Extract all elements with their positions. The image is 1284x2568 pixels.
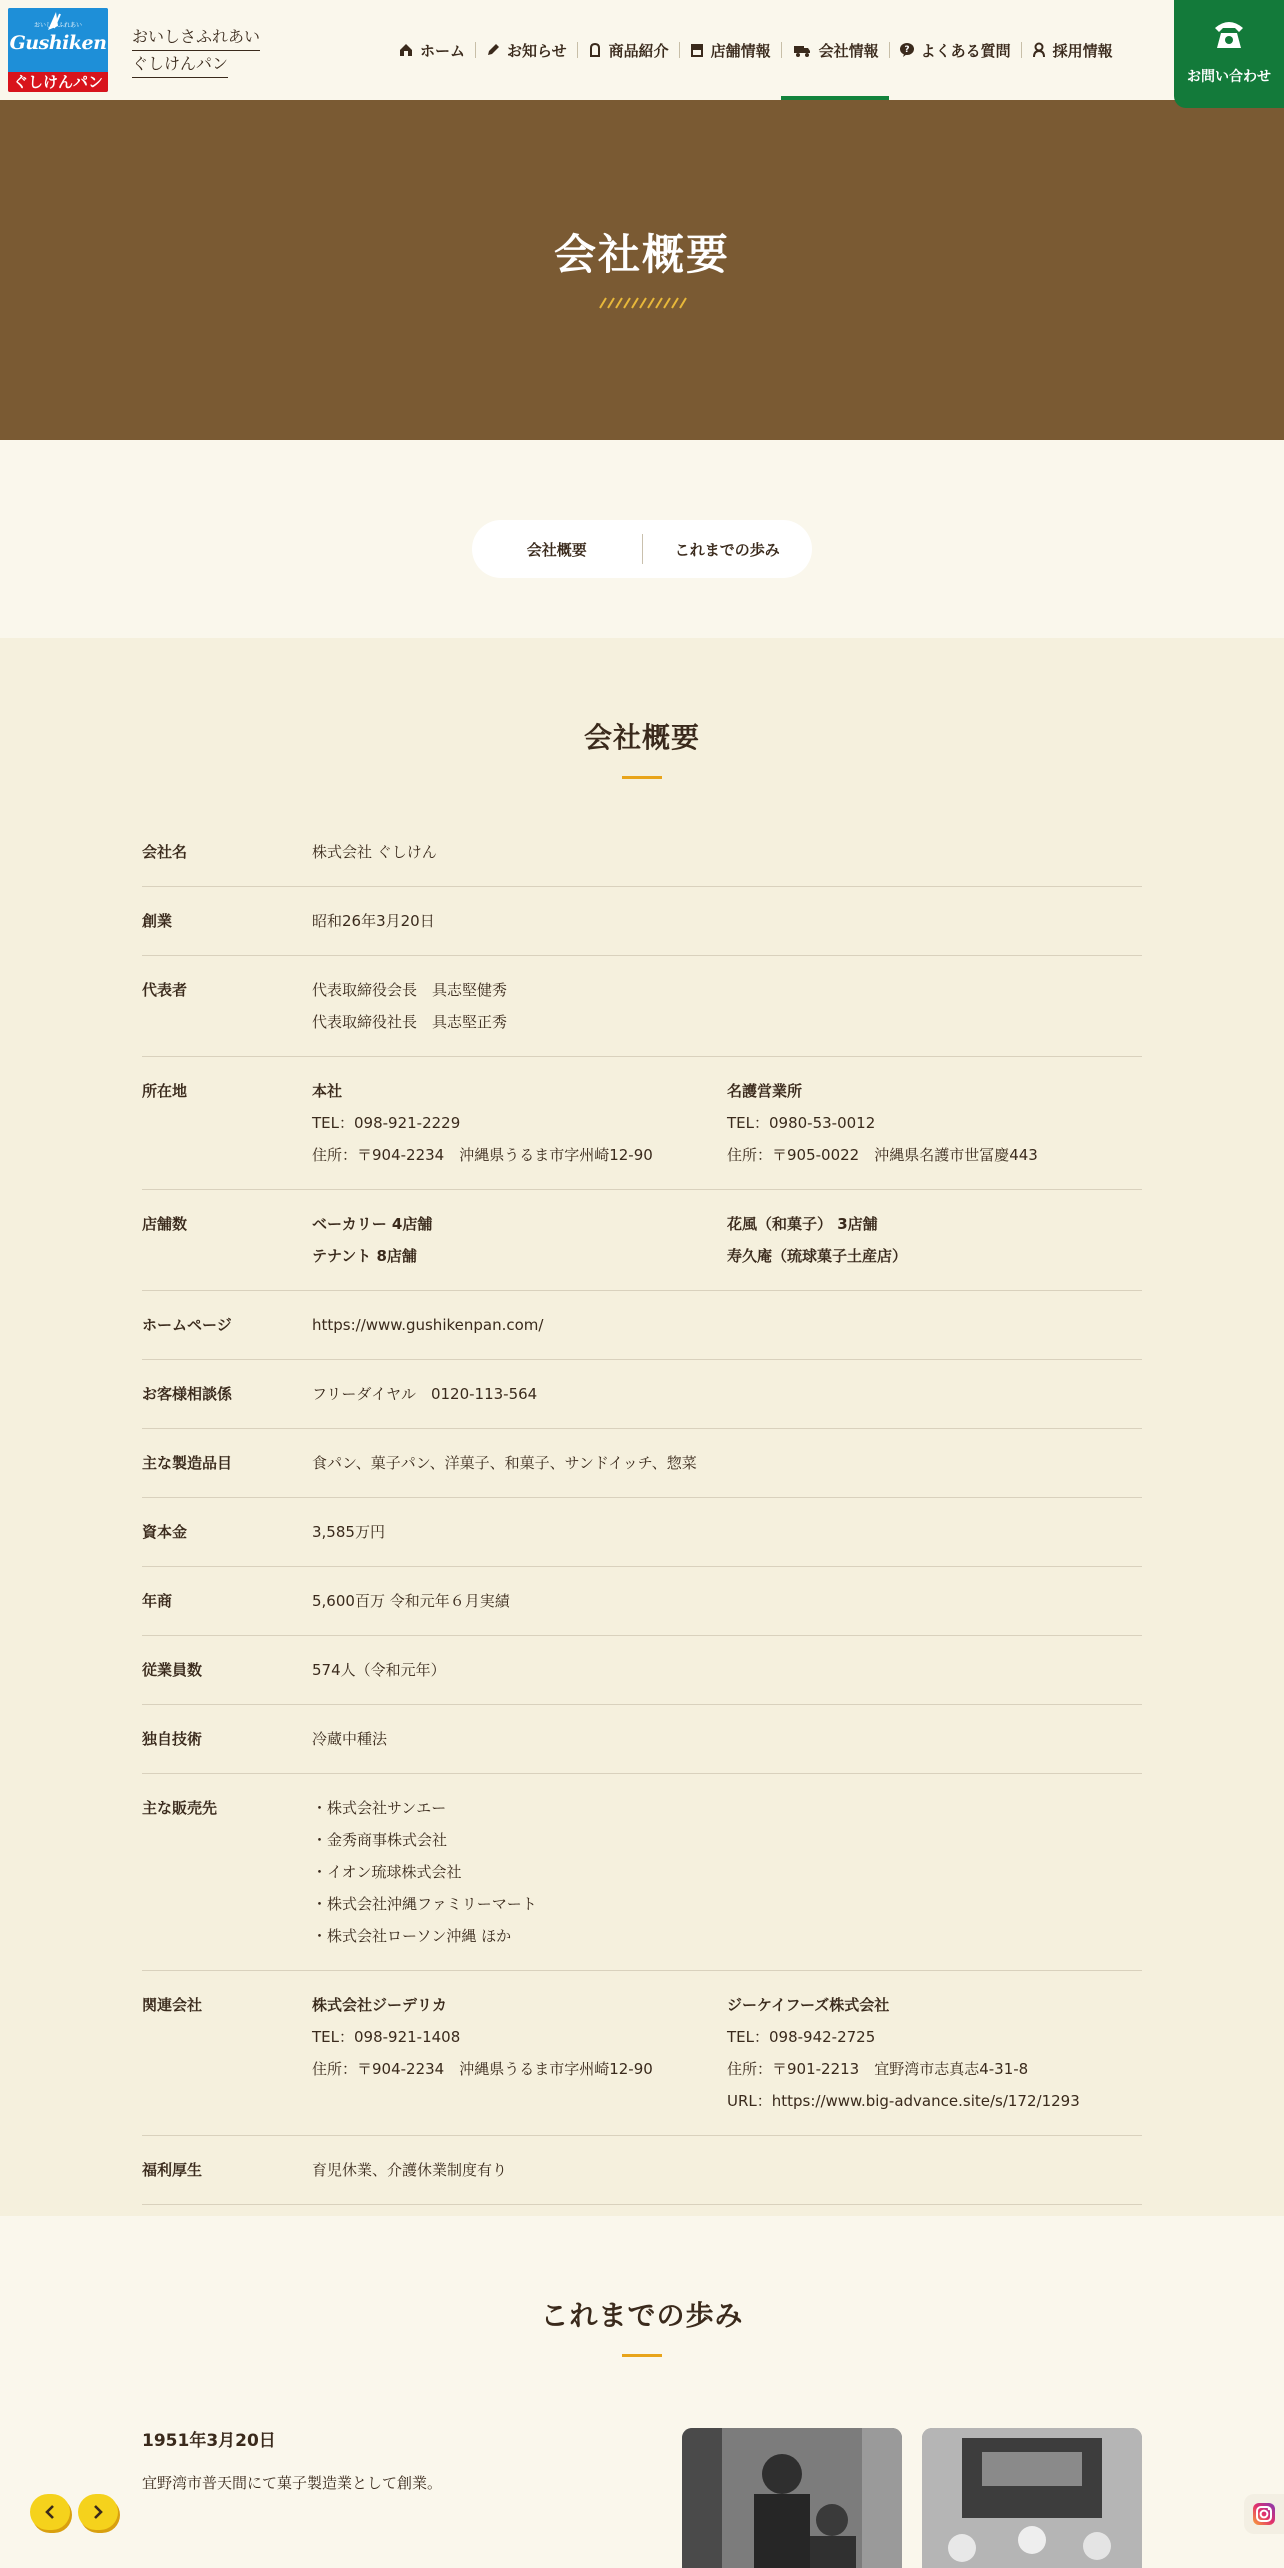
- info-row-label: 従業員数: [142, 1661, 203, 1679]
- info-row-value: [312, 1447, 1142, 1479]
- info-row: [142, 1429, 1142, 1498]
- info-value-line: 寿久庵（琉球菓子土産店）: [727, 1247, 908, 1265]
- info-value-column: [312, 1989, 727, 2117]
- info-row-label: 所在地: [142, 1082, 188, 1100]
- nav-item-home[interactable]: ホーム: [388, 0, 475, 100]
- contact-label: お問い合わせ: [1187, 69, 1271, 85]
- info-value-line: 花風（和菓子） 3店舗: [727, 1215, 878, 1233]
- info-row-label: お客様相談係: [142, 1385, 233, 1403]
- site-tagline: [132, 24, 260, 78]
- info-value-line: 住所：〒904-2234 沖縄県うるま市字州崎12-90: [312, 1146, 653, 1164]
- nav-item-news[interactable]: お知らせ: [475, 0, 577, 100]
- person-icon: [1031, 42, 1047, 58]
- info-row-label: 独自技術: [142, 1730, 203, 1748]
- page-hero: [0, 100, 1284, 440]
- info-value-line: TEL：0980-53-0012: [727, 1114, 876, 1132]
- history-section: [0, 2216, 1284, 2568]
- chevron-right-icon: [90, 2504, 106, 2520]
- company-overview-section: [0, 638, 1284, 2216]
- logo-brand-text: ぐしけんパン: [8, 72, 108, 92]
- logo-mini-text: おいしさふれあい: [33, 22, 82, 29]
- info-row-label: ホームページ: [142, 1316, 232, 1334]
- info-row-value: [312, 1378, 1142, 1410]
- history-heading: これまでの歩み: [540, 2299, 744, 2332]
- info-row: [142, 1567, 1142, 1636]
- instagram-icon: [1252, 2502, 1276, 2526]
- info-row-label: 創業: [142, 912, 173, 930]
- nav-item-recruit[interactable]: 採用情報: [1021, 0, 1123, 100]
- overview-heading: 会社概要: [583, 721, 700, 754]
- info-value-column: [312, 974, 1142, 1038]
- info-row-label: 年商: [142, 1592, 173, 1610]
- info-value-column: [312, 836, 1142, 868]
- info-value-line: 574人（令和元年）: [312, 1661, 446, 1679]
- info-row-value: [312, 1585, 1142, 1617]
- info-value-line: ジーケイフーズ株式会社: [727, 1996, 890, 2014]
- hero-stripe-decoration: [596, 296, 688, 310]
- site-logo[interactable]: [8, 8, 108, 92]
- info-row-value: [312, 974, 1142, 1038]
- info-value-line: 昭和26年3月20日: [312, 912, 435, 930]
- phone-icon: [1212, 18, 1246, 52]
- bread-icon: [587, 42, 603, 58]
- info-value-line: 住所：〒901-2213 宜野湾市志真志4-31-8: [727, 2060, 1029, 2078]
- info-value-line: ・イオン琉球株式会社: [312, 1863, 462, 1881]
- info-value-line: 代表取締役会長 具志堅健秀: [312, 981, 508, 999]
- prev-arrow-button[interactable]: [30, 2494, 70, 2530]
- info-row-value: [312, 1654, 1142, 1686]
- info-value-line: 3,585万円: [312, 1523, 385, 1541]
- info-value-column: [727, 1075, 1142, 1171]
- logo-wordmark: Gushiken: [9, 32, 107, 54]
- info-row: [142, 1291, 1142, 1360]
- info-value-line: テナント 8店舗: [312, 1247, 417, 1265]
- info-value-column: [312, 1585, 1142, 1617]
- info-value-line: 株式会社 ぐしけん: [312, 843, 437, 861]
- overview-heading-underline: [622, 776, 662, 779]
- info-row-value: [312, 1208, 1142, 1272]
- truck-photo-image: [922, 2428, 1142, 2568]
- tagline-line-1: おいしさふれあい: [132, 24, 260, 51]
- info-value-column: [312, 1792, 1142, 1952]
- info-row: [142, 818, 1142, 887]
- info-row-label: 主な販売先: [142, 1799, 218, 1817]
- info-value-column: [312, 1378, 1142, 1410]
- info-row-value: [312, 1723, 1142, 1755]
- history-text: 宜野湾市普天間にて菓子製造業として創業。: [142, 2474, 443, 2492]
- info-row: [142, 956, 1142, 1057]
- info-value-line: 住所：〒904-2234 沖縄県うるま市字州崎12-90: [312, 2060, 653, 2078]
- truck-icon: [791, 42, 813, 58]
- info-row: [142, 1971, 1142, 2136]
- info-row-value: [312, 836, 1142, 868]
- store-icon: [689, 42, 705, 58]
- info-value-line: 本社: [312, 1082, 343, 1100]
- contact-button[interactable]: [1174, 0, 1284, 108]
- history-photo-truck: [922, 2428, 1142, 2568]
- info-value-column: [312, 1516, 1142, 1548]
- info-row-value: [312, 1989, 1142, 2117]
- info-value-line: 株式会社ジーデリカ: [312, 1996, 447, 2014]
- info-value-column: [312, 1208, 727, 1272]
- founders-photo-image: [682, 2428, 902, 2568]
- info-value-line[interactable]: URL：https://www.big-advance.site/s/172/1293: [727, 2092, 1080, 2110]
- info-row-value: [312, 1792, 1142, 1952]
- pencil-icon: [485, 42, 501, 58]
- info-value-line: TEL：098-942-2725: [727, 2028, 876, 2046]
- info-value-line: ・株式会社ローソン沖縄 ほか: [312, 1927, 512, 1945]
- question-icon: [899, 42, 915, 58]
- info-row: [142, 1360, 1142, 1429]
- info-value-line: ・株式会社沖縄ファミリーマート: [312, 1895, 537, 1913]
- info-value-line: 住所：〒905-0022 沖縄県名護市世冨慶443: [727, 1146, 1038, 1164]
- info-row-value: [312, 1516, 1142, 1548]
- info-row: [142, 1190, 1142, 1291]
- info-row-label: 関連会社: [142, 1996, 203, 2014]
- history-photo-founders: [682, 2428, 902, 2568]
- info-row: [142, 1057, 1142, 1190]
- nav-item-faq[interactable]: ? よくある質問: [889, 0, 1021, 100]
- info-value-column: [312, 905, 1142, 937]
- info-value-line: TEL：098-921-1408: [312, 2028, 461, 2046]
- info-value-line[interactable]: https://www.gushikenpan.com/: [312, 1316, 544, 1334]
- info-value-column: [312, 1723, 1142, 1755]
- tagline-line-2: ぐしけんパン: [132, 51, 228, 78]
- info-row: [142, 887, 1142, 956]
- info-value-line: 代表取締役社長 具志堅正秀: [312, 1013, 508, 1031]
- info-row-label: 資本金: [142, 1523, 188, 1541]
- history-heading-underline: [622, 2354, 662, 2357]
- info-value-line: 名護営業所: [727, 1082, 803, 1100]
- info-value-line: ・金秀商事株式会社: [312, 1831, 448, 1849]
- info-value-line: 5,600百万 令和元年６月実績: [312, 1592, 510, 1610]
- info-row: [142, 1636, 1142, 1705]
- info-row-label: 会社名: [142, 843, 188, 861]
- hero-cloud-edge: [0, 390, 1284, 540]
- home-icon: [398, 42, 414, 58]
- info-row-value: [312, 1075, 1142, 1171]
- history-date: 1951年3月20日: [142, 2431, 276, 2451]
- tab-history[interactable]: これまでの歩み: [674, 540, 780, 559]
- info-value-column: [727, 1989, 1142, 2117]
- info-row-label: 代表者: [142, 981, 188, 999]
- info-value-column: [312, 1654, 1142, 1686]
- info-row-value: [312, 1309, 1142, 1341]
- info-value-line: 食パン、菓子パン、洋菓子、和菓子、サンドイッチ、惣菜: [312, 1454, 697, 1472]
- site-header: [0, 0, 1284, 100]
- info-value-line: ベーカリー 4店舗: [312, 1215, 433, 1233]
- page-title: 会社概要: [553, 230, 730, 279]
- info-value-line: 冷蔵中種法: [312, 1730, 388, 1748]
- company-info-table: [142, 818, 1142, 2205]
- info-value-line: 育児休業、介護休業制度有り: [312, 2161, 508, 2179]
- nav-item-company[interactable]: 会社情報: [781, 0, 889, 100]
- svg-text:?: ?: [904, 45, 910, 55]
- info-row-value: [312, 905, 1142, 937]
- info-value-line: ・株式会社サンエー: [312, 1799, 447, 1817]
- nav-item-stores[interactable]: 店舗情報: [679, 0, 781, 100]
- info-row: [142, 1705, 1142, 1774]
- info-row: [142, 1774, 1142, 1971]
- chevron-left-icon: [42, 2504, 58, 2520]
- nav-item-products[interactable]: 商品紹介: [577, 0, 679, 100]
- info-row-label: 福利厚生: [142, 2161, 203, 2179]
- info-value-column: [312, 2154, 1142, 2186]
- info-value-line: TEL：098-921-2229: [312, 1114, 461, 1132]
- instagram-link[interactable]: [1244, 2494, 1284, 2534]
- info-value-column: [312, 1447, 1142, 1479]
- tab-overview[interactable]: 会社概要: [526, 540, 587, 559]
- section-tabs: [472, 520, 812, 578]
- info-value-column: [727, 1208, 1142, 1272]
- info-value-column: [312, 1309, 1142, 1341]
- info-row-value: [312, 2154, 1142, 2186]
- info-row-label: 店舗数: [142, 1215, 188, 1233]
- info-row: [142, 1498, 1142, 1567]
- info-value-line: フリーダイヤル 0120-113-564: [312, 1385, 538, 1403]
- info-value-column: [312, 1075, 727, 1171]
- next-arrow-button[interactable]: [78, 2494, 118, 2530]
- info-row: [142, 2136, 1142, 2205]
- info-row-label: 主な製造品目: [142, 1454, 233, 1472]
- main-nav: [388, 0, 1123, 100]
